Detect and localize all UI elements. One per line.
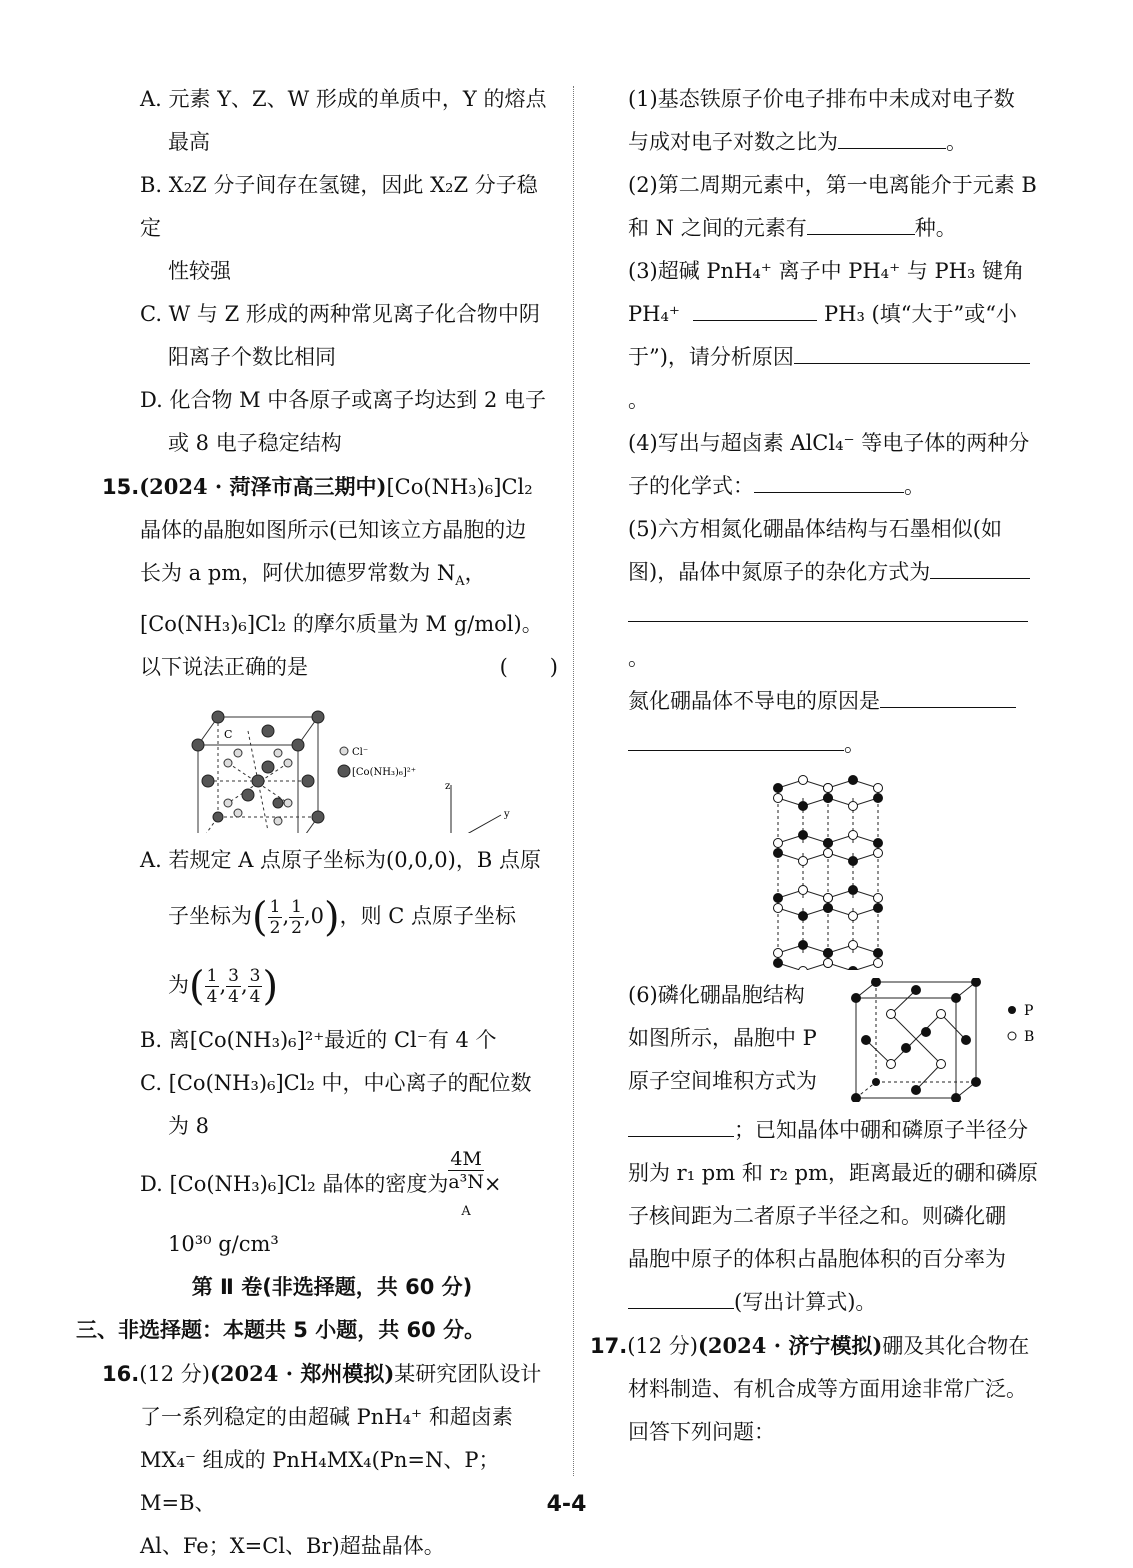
answer-blank[interactable] — [794, 337, 1030, 364]
section-3-heading: 三、非选择题：本题共 5 小题，共 60 分。 — [76, 1317, 486, 1342]
q15-line3 — [106, 552, 558, 603]
b-atom — [799, 886, 808, 895]
n-atom — [774, 959, 783, 968]
q16-source: (2024 · 郑州模拟) — [210, 1360, 395, 1386]
legend-co-label: [Co(NH₃)₆]²⁺ — [352, 767, 417, 779]
b-atom — [874, 959, 883, 968]
q14-option-c: C. W 与 Z 形成的两种常见离子化合物中阴 — [140, 302, 540, 326]
left-column — [76, 78, 558, 1568]
n-atom — [774, 894, 783, 903]
q16-part6-cont4: 晶胞中原子的体积占晶胞体积的百分率为 — [628, 1247, 1006, 1271]
bn-layers — [778, 780, 878, 970]
axis-z-label: z — [445, 781, 451, 793]
q16-part6-line3: 原子空间堆积方式为 — [628, 1069, 817, 1093]
n-atom — [874, 904, 883, 913]
q16-part3: (3)超碱 PnH₄⁺ 离子中 PH₄⁺ 与 PH₃ 键角 — [628, 259, 1025, 283]
n-atom — [874, 839, 883, 848]
hexagonal-bn-figure — [628, 772, 1042, 970]
q16-part5: (5)六方相氮化硼晶体结构与石墨相似(如 — [628, 517, 1002, 541]
frac-b-z: 0 — [310, 904, 325, 929]
q17-number: 17. — [590, 1334, 628, 1358]
b-atom — [774, 794, 783, 803]
n-atom — [874, 949, 883, 958]
q16-part2: (2)第二周期元素中，第一电离能介于元素 B — [628, 173, 1037, 197]
point-c-label: C — [224, 728, 233, 742]
co-complex-ions — [192, 711, 324, 833]
b-atom — [824, 894, 833, 903]
section-2-title: 第 Ⅱ 卷(非选择题，共 60 分) — [191, 1274, 473, 1299]
q15-line4: [Co(NH₃)₆]Cl₂ 的摩尔质量为 M g/mol)。 — [140, 612, 543, 637]
right-column — [590, 78, 1042, 1454]
q16-part6-cont3: 子核间距为二者原子半径之和。则磷化硼 — [628, 1204, 1006, 1228]
q15-prompt: 以下说法正确的是 — [140, 655, 308, 680]
frac-c-z: $\frac{3}{4}$ — [249, 965, 261, 1007]
q16-part5-cont2: 。 — [628, 594, 1042, 680]
legend-b-label: B — [1024, 1029, 1035, 1045]
answer-blank[interactable] — [628, 724, 844, 751]
axis-y-label: y — [504, 809, 510, 821]
n-atom — [774, 849, 783, 858]
n-atom — [799, 912, 808, 921]
answer-blank[interactable] — [628, 1282, 734, 1309]
b-atom — [849, 912, 858, 921]
q17-line3: 回答下列问题： — [628, 1420, 775, 1444]
q14-option-c-cont: 阳离子个数比相同 — [168, 345, 336, 369]
b-atom — [849, 941, 858, 950]
q15-option-d-text: D. [Co(NH₃)₆]Cl₂ 晶体的密度为 — [140, 1172, 449, 1197]
q14-option-b-cont: 性较强 — [168, 259, 231, 283]
answer-bracket: ( ) — [499, 655, 558, 680]
q16-part3-cont2: 于”)，请分析原因。 — [628, 336, 1042, 422]
q16-text: 某研究团队设计 — [394, 1361, 542, 1386]
b-atom — [824, 959, 833, 968]
legend-cl-label: Cl⁻ — [352, 747, 369, 759]
q17-line1 — [590, 1324, 1042, 1368]
p-atoms — [851, 978, 981, 1102]
q16-line4: Al、Fe；X=Cl、Br)超盐晶体。 — [140, 1533, 445, 1558]
legend-b-marker — [1008, 1032, 1016, 1040]
q15-option-b: B. 离[Co(NH₃)₆]²⁺最近的 Cl⁻有 4 个 — [140, 1028, 497, 1053]
b-atom — [774, 949, 783, 958]
q17-line2: 材料制造、有机合成等方面用途非常广泛。 — [628, 1377, 1027, 1401]
q15-option-a-text: 子坐标为 — [168, 904, 252, 929]
answer-blank[interactable] — [838, 122, 946, 149]
n-atom — [849, 776, 858, 785]
q16-part1: (1)基态铁原子价电子排布中未成对电子数 — [628, 87, 1015, 111]
density-fraction: 4M a³N $_A$ — [448, 1148, 484, 1219]
q15-na-sub: A — [455, 574, 465, 590]
n-atom — [824, 904, 833, 913]
q16-part4-cont: 子的化学式： 。 — [628, 465, 1042, 508]
answer-blank[interactable] — [754, 466, 904, 493]
n-atom — [799, 831, 808, 840]
q16-part2-cont: 和 N 之间的元素有 种。 — [628, 207, 1042, 250]
column-divider — [573, 86, 574, 1476]
n-atom — [824, 839, 833, 848]
q16-line3: MX₄⁻ 组成的 PnH₄MX₄(Pn=N、P；M=B、 — [140, 1447, 500, 1515]
n-atom — [774, 784, 783, 793]
q14-option-b: B. X₂Z 分子间存在氢键，因此 X₂Z 分子稳定 — [140, 173, 538, 240]
answer-blank[interactable] — [880, 681, 1016, 708]
n-atom — [824, 794, 833, 803]
q16-part6-line1: (6)磷化硼晶胞结构 — [628, 983, 805, 1007]
b-atom — [874, 849, 883, 858]
b-atom — [799, 967, 808, 971]
n-atom — [849, 967, 858, 971]
legend-p-marker — [1008, 1006, 1016, 1014]
n-atom — [849, 857, 858, 866]
answer-blank[interactable] — [628, 595, 1028, 622]
q16-part6-cont5: (写出计算式)。 — [628, 1281, 1042, 1324]
q16-part3-cont: PH₄⁺ PH₃ (填“大于”或“小 — [628, 293, 1042, 336]
answer-blank[interactable] — [628, 1110, 734, 1137]
answer-blank[interactable] — [693, 294, 817, 321]
frac-c-y: $\frac{3}{4}$ — [228, 965, 239, 1007]
q15-option-d — [106, 1148, 558, 1223]
q14-option-a-cont: 最高 — [168, 130, 210, 154]
b-atom — [774, 904, 783, 913]
q15-option-a-text2: ，则 C 点原子坐标 — [339, 904, 517, 929]
b-atom — [799, 776, 808, 785]
q15-option-c: C. [Co(NH₃)₆]Cl₂ 中，中心离子的配位数 — [140, 1071, 532, 1096]
q16-score: (12 分) — [139, 1361, 210, 1386]
q15-line2: 晶体的晶胞如图所示(已知该立方晶胞的边 — [140, 518, 527, 542]
q16-part6-text — [628, 974, 840, 1103]
boron-phosphide-cell-figure — [840, 978, 1042, 1102]
q16-number: 16. — [102, 1361, 140, 1386]
q15-option-d-cont: 10³⁰ g/cm³ — [168, 1231, 279, 1256]
b-atom — [799, 857, 808, 866]
n-atom — [799, 802, 808, 811]
answer-blank[interactable] — [930, 552, 1030, 579]
b-atom — [874, 784, 883, 793]
q17-text: 硼及其化合物在 — [882, 1334, 1030, 1358]
n-atom — [824, 949, 833, 958]
q15-line5 — [106, 646, 558, 689]
q15-formula: [Co(NH₃)₆]Cl₂ — [386, 475, 533, 499]
q15-option-c-cont: 为 8 — [168, 1114, 210, 1139]
q16-part5-cont: 图)，晶体中氮原子的杂化方式为 — [628, 551, 1042, 594]
legend-co-marker — [338, 765, 350, 777]
q16-line1 — [102, 1352, 558, 1396]
q14-option-d: D. 化合物 M 中各原子或离子均达到 2 电子 — [140, 388, 547, 412]
times-sign: × — [483, 1172, 502, 1197]
frac-c-x: $\frac{1}{4}$ — [206, 965, 218, 1007]
q16-part5-cont3: 氮化硼晶体不导电的原因是 — [628, 680, 1042, 723]
q16-part6-cont2: 别为 r₁ pm 和 r₂ pm，距离最近的硼和磷原 — [628, 1161, 1039, 1185]
legend-cl-marker — [340, 747, 348, 755]
q15-number: 15. — [102, 475, 140, 499]
b-atom — [849, 802, 858, 811]
q15-line3-end: ， — [464, 561, 486, 585]
b-atom — [824, 849, 833, 858]
q16-part1-cont: 与成对电子对数之比为 。 — [628, 121, 1042, 164]
q15-option-a-line2: 子坐标为( $\frac{1}{2}$ , $\frac{1}{2}$ ,0)，则 C 点原子坐标 — [168, 894, 517, 941]
q15-crystal-figure — [106, 693, 558, 833]
q16-part6-line2: 如图所示，晶胞中 P — [628, 1026, 817, 1050]
frac-b-x: $\frac{1}{2}$ — [269, 897, 281, 939]
legend-p-label: P — [1024, 1003, 1034, 1019]
q14-option-a: A. 元素 Y、Z、W 形成的单质中，Y 的熔点 — [140, 87, 547, 111]
b-atom — [774, 839, 783, 848]
q15-option-a-line3: 为( $\frac{1}{4}$ , $\frac{3}{4}$ , $\frac{3}{4}$ ) — [168, 963, 279, 1010]
q16-part6-block — [628, 974, 1042, 1103]
page-number: 4-4 — [546, 1492, 587, 1517]
q16-part4: (4)写出与超卤素 AlCl₄⁻ 等电子体的两种分 — [628, 431, 1030, 455]
q16-part5-cont4: 。 — [628, 723, 1042, 766]
q15-source: (2024 · 菏泽市高三期中) — [139, 474, 387, 499]
b-atom — [874, 894, 883, 903]
b-atom — [849, 831, 858, 840]
answer-blank[interactable] — [807, 208, 915, 235]
q17-source: (2024 · 济宁模拟) — [698, 1333, 883, 1358]
q15-option-a: A. 若规定 A 点原子坐标为(0,0,0)，B 点原 — [140, 848, 541, 873]
n-atom — [849, 886, 858, 895]
q15-option-a-text3: 为 — [168, 972, 189, 997]
b-atom — [824, 784, 833, 793]
n-atom — [874, 794, 883, 803]
q15-line1 — [102, 465, 558, 509]
q15-line3-text: 长为 a pm，阿伏加德罗常数为 N — [140, 561, 456, 585]
n-atom — [799, 941, 808, 950]
q16-part6-cont: ；已知晶体中硼和磷原子半径分 — [628, 1109, 1042, 1152]
q14-option-d-cont: 或 8 电子稳定结构 — [168, 431, 342, 455]
frac-b-y: $\frac{1}{2}$ — [291, 897, 302, 939]
q17-score: (12 分) — [627, 1334, 698, 1358]
q16-line2: 了一系列稳定的由超碱 PnH₄⁺ 和超卤素 — [140, 1404, 513, 1429]
